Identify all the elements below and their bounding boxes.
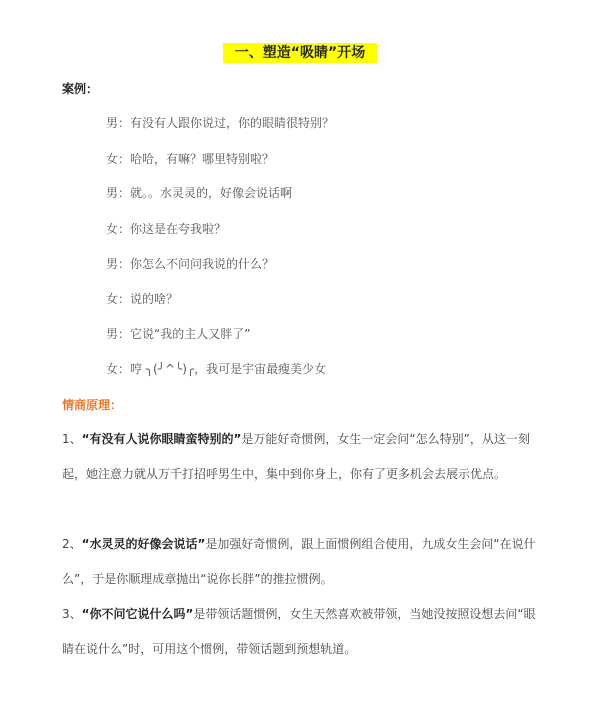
principle-number: 2、 xyxy=(62,537,82,551)
principle-number: 3、 xyxy=(62,607,82,621)
principle-bold: “有没有人说你眼睛蛮特别的” xyxy=(81,432,242,446)
case-label: 案例： xyxy=(62,82,99,96)
dialog-line: 女：你这是在夸我啦？ xyxy=(106,222,227,236)
principle-text: 是带领话题惯例，女生天然喜欢被带领，当她没按照设想去问“眼睛在说什么”时，可用这个惯例，带领话题到预想轨道。 xyxy=(62,607,536,656)
dialog-line: 男：它说“我的主人又胖了” xyxy=(106,327,251,341)
section-title: 一、塑造“吸睛”开场 xyxy=(223,43,377,63)
principle-label: 情商原理： xyxy=(62,398,123,412)
principle-paragraph-3 xyxy=(62,597,542,667)
title-wrap xyxy=(0,42,600,63)
principle-bold: “你不问它说什么吗” xyxy=(81,607,194,621)
dialog-line: 女：哈哈，有嘛？哪里特别啦？ xyxy=(106,152,275,166)
dialog-line: 男：就。。水灵灵的，好像会说话啊 xyxy=(106,186,293,200)
dialog-line: 男：你怎么不问问我说的什么？ xyxy=(106,257,275,271)
principle-text: 是加强好奇惯例，跟上面惯例组合使用，九成女生会问“在说什么”，于是你顺理成章抛出“说你长胖”的推拉惯例。 xyxy=(62,537,536,586)
dialog-line: 女：哼 ╮(╯^╰)╭，我可是宇宙最瘦美少女 xyxy=(106,362,327,376)
dialog-line: 男：有没有人跟你说过，你的眼睛很特别？ xyxy=(106,116,335,130)
principle-text: 是万能好奇惯例，女生一定会问“怎么特别”，从这一刻起，她注意力就从万千打招呼男生中，集中到你身上，你有了更多机会去展示优点。 xyxy=(62,432,530,481)
principle-number: 1、 xyxy=(62,432,82,446)
dialog-line: 女：说的啥？ xyxy=(106,292,179,306)
principle-paragraph-1 xyxy=(62,422,542,492)
principle-bold: “水灵灵的好像会说话” xyxy=(81,537,206,551)
principle-paragraph-2 xyxy=(62,527,542,597)
